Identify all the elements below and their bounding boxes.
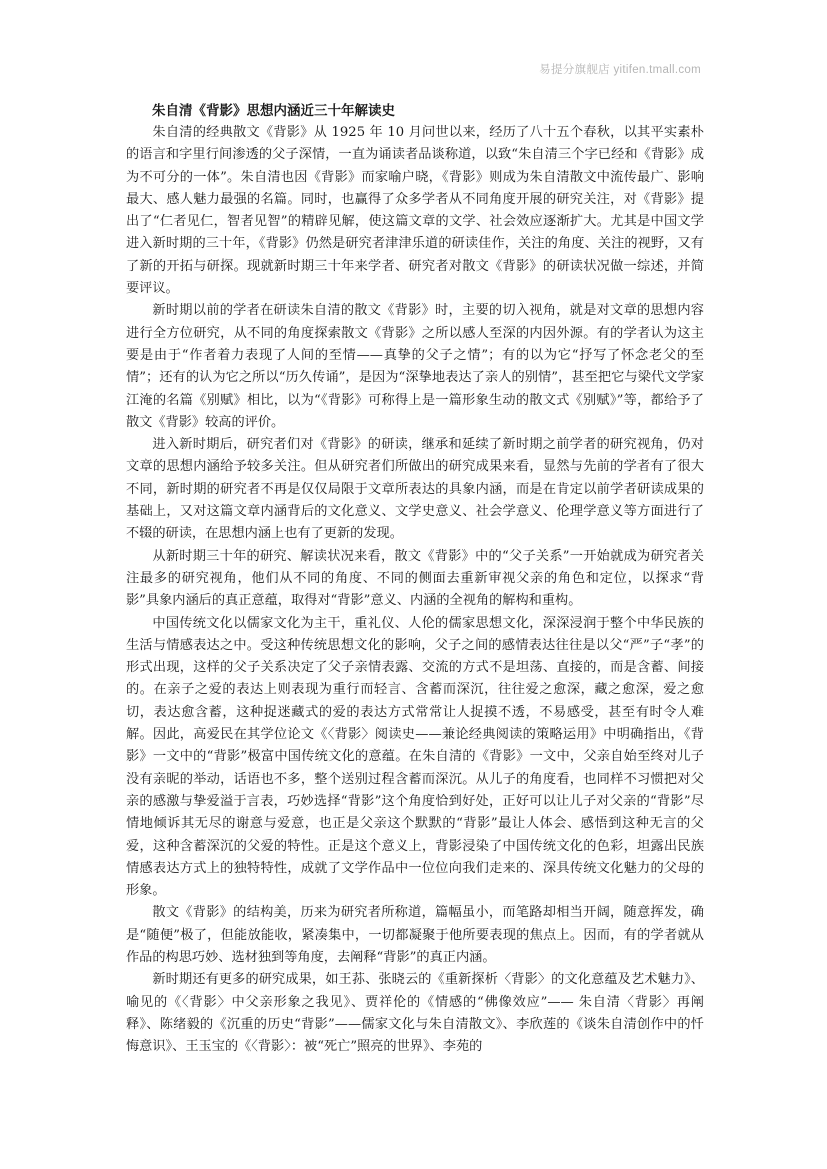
paragraph-3: 进入新时期后，研究者们对《背影》的研读，继承和延续了新时期之前学者的研究视角，仍对文章的思想内涵给予较多关注。但从研究者们所做出的研究成果来看，显然与先前的学者有了很大不同，新时期的研究者不再是仅仅局限于文章所表达的具象内涵，而是在肯定以前学者研读成果的基础上，又对这篇文章内涵背后的文化意义、文学史意义、社会学意义、伦理学意义等方面进行了不辍的研读，在思想内涵上也有了更新的发现。 — [126, 437, 704, 542]
paragraph-1: 朱自清的经典散文《背影》从 1925 年 10 月问世以来，经历了八十五个春秋，以其平实素朴的语言和字里行间渗透的父子深情，一直为诵读者品谈称道，以致“朱自清三个字已经和《背影》成为不可分的一体”。朱自清也因《背影》而家喻户晓，《背影》则成为朱自清散文中流传最广、影响最大、感人魅力最强的名篇。同时，也赢得了众多学者从不同角度开展的研究关注，对《背影》提出了“仁者见仁，智者见智”的精辟见解，使这篇文章的文学、社会效应逐渐扩大。尤其是中国文学进入新时期的三十年，《背影》仍然是研究者津津乐道的研读佳作，关注的角度、关注的视野，又有了新的开拓与研探。现就新时期三十年来学者、研究者对散文《背影》的研读状况做一综述，并简要评议。 — [126, 125, 704, 297]
paragraph-5: 中国传统文化以儒家文化为主干，重礼仪、人伦的儒家思想文化，深深浸润于整个中华民族的生活与情感表达之中。受这种传统思想文化的影响，父子之间的感情表达往往是以父“严”子“孝”的形式出现，这样的父子关系决定了父子亲情表露、交流的方式不是坦荡、直接的，而是含蓄、间接的。在亲子之爱的表达上则表现为重行而轻言、含蓄而深沉，往往爱之愈深，藏之愈深，爱之愈切，表达愈含蓄，这种捉迷藏式的爱的表达方式常常让人捉摸不透，不易感受，甚至有时令人难解。因此，高爱民在其学位论文《〈背影〉阅读史——兼论经典阅读的策略运用》中明确指出，《背影》一文中的“背影”极富中国传统文化的意蕴。在朱自清的《背影》一文中，父亲自始至终对儿子没有亲昵的举动，话语也不多，整个送别过程含蓄而深沉。从儿子的角度看，也同样不习惯把对父亲的感激与挚爱溢于言表，巧妙选择“背影”这个角度恰到好处，正好可以让儿子对父亲的“背影”尽情地倾诉其无尽的谢意与爱意，也正是父亲这个默默的“背影”最让人体会、感悟到这种无言的父爱，这种含蓄深沉的父爱的特性。正是这个意义上，背影浸染了中国传统文化的色彩，坦露出民族情感表达方式上的独特特性，成就了文学作品中一位位向我们走来的、深具传统文化魅力的父母的形象。 — [126, 615, 704, 899]
paragraph-4: 从新时期三十年的研究、解读状况来看，散文《背影》中的“父子关系”一开始就成为研究者关注最多的研究视角，他们从不同的角度、不同的侧面去重新审视父亲的角色和定位，以探求“背影”具象内涵后的真正意蕴，取得对“背影”意义、内涵的全视角的解构和重构。 — [126, 548, 704, 609]
paragraph-2: 新时期以前的学者在研读朱自清的散文《背影》时，主要的切入视角，就是对文章的思想内容进行全方位研究，从不同的角度探索散文《背影》之所以感人至深的内因外源。有的学者认为这主要是由于“作者着力表现了人间的至情——真挚的父子之情”；有的以为它“抒写了怀念老父的至情”；还有的认为它之所以“历久传诵”，是因为“深挚地表达了亲人的别情”，甚至把它与梁代文学家江淹的名篇《别赋》相比，以为“《背影》可称得上是一篇形象生动的散文式《别赋》”等，都给予了散文《背影》较高的评价。 — [126, 303, 704, 430]
watermark-text: 易提分旗舰店 yitifen.tmall.com — [539, 64, 701, 76]
article-body — [126, 100, 704, 1058]
paragraph-7: 新时期还有更多的研究成果，如王荪、张晓云的《重新探析〈背影〉的文化意蕴及艺术魅力》、喻见的《〈背影〉中父亲形象之我见》、贾祥伦的《情感的“佛像效应”—— 朱自清〈背影〉再阐释》、陈绪毅的《沉重的历史“背影”——儒家文化与朱自清散文》、李欣莲的《谈朱自清创作中的忏悔意识》、王玉宝的《〈背影〉：被“死亡”照亮的世界》、李苑的 — [126, 972, 704, 1055]
article-title: 朱自清《背影》思想内涵近三十年解读史 — [152, 103, 395, 119]
paragraph-6: 散文《背影》的结构美，历来为研究者所称道，篇幅虽小，而笔路却相当开阔，随意挥发，确是“随便”极了，但能放能收，紧凑集中，一切都凝聚于他所要表现的焦点上。因而，有的学者就从作品的构思巧妙、选材独到等角度，去阐释“背影”的真正内涵。 — [126, 905, 704, 965]
